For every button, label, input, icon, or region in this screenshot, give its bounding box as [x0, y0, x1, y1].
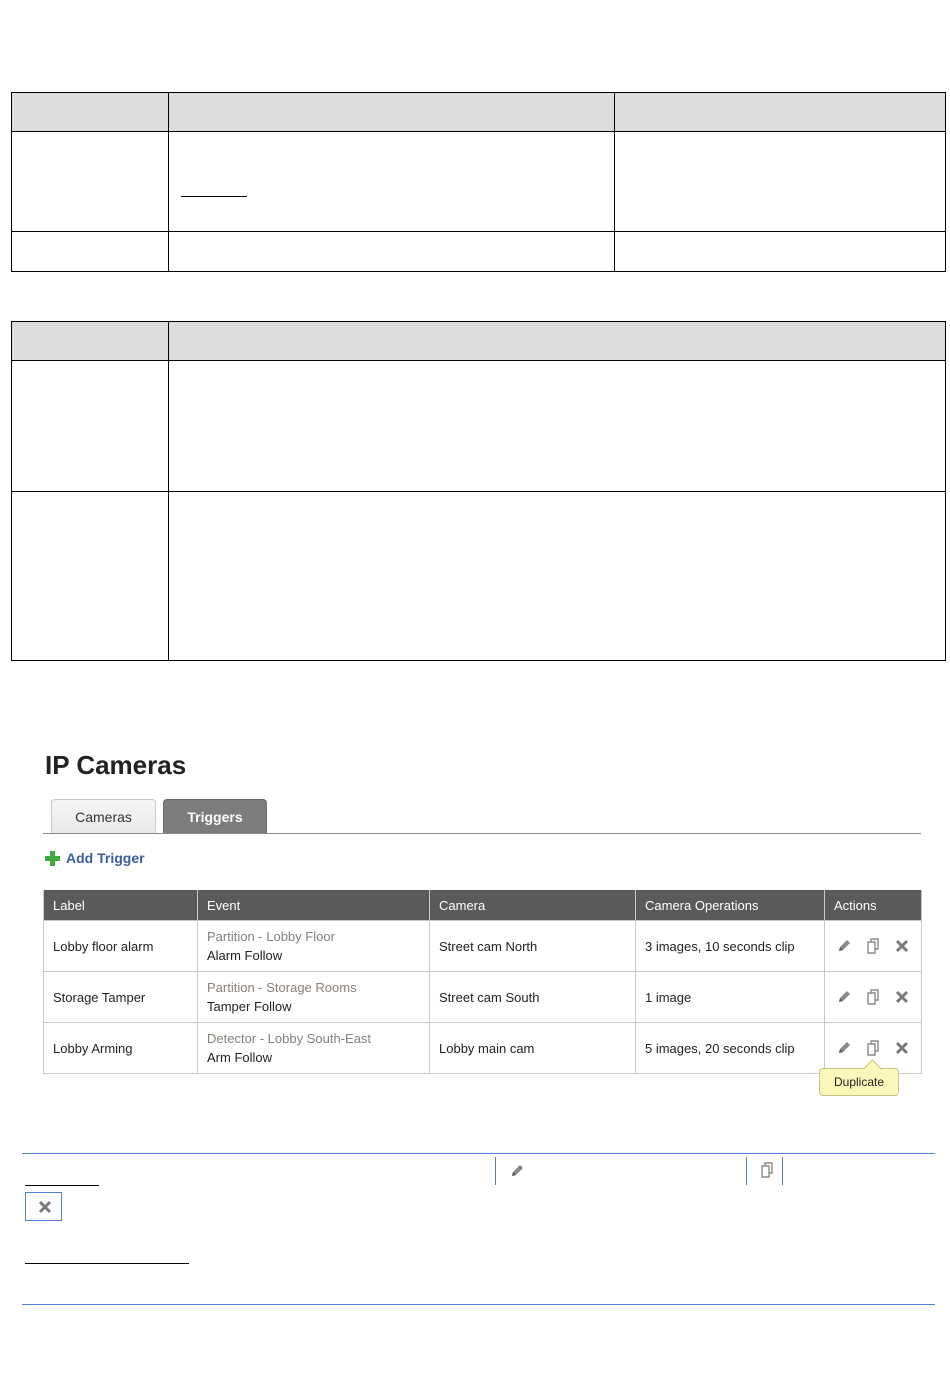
table-row	[44, 921, 922, 972]
col-header-event[interactable]: Event	[198, 890, 430, 921]
plus-icon	[45, 851, 60, 866]
cell-actions	[825, 921, 922, 972]
col-header-operations[interactable]: Camera Operations	[636, 890, 825, 921]
close-icon[interactable]	[894, 938, 910, 954]
pencil-icon	[509, 1163, 525, 1179]
event-source: Partition - Lobby Floor	[207, 929, 335, 944]
pencil-icon[interactable]	[836, 989, 852, 1005]
col-header-camera[interactable]: Camera	[430, 890, 636, 921]
cell-event	[198, 1023, 430, 1074]
edit-icon-sample	[495, 1157, 532, 1185]
close-icon[interactable]	[894, 1040, 910, 1056]
doc-link-underline[interactable]	[25, 1185, 99, 1186]
doc-table-1	[11, 92, 946, 272]
doc-link-underline[interactable]	[181, 196, 247, 197]
event-source: Detector - Lobby South-East	[207, 1031, 372, 1046]
cell-camera: Street cam South	[430, 972, 636, 1023]
page-title: IP Cameras	[45, 750, 187, 780]
pencil-icon[interactable]	[836, 1040, 852, 1056]
cell-operations: 3 images, 10 seconds clip	[636, 921, 825, 972]
add-trigger-label: Add Trigger	[66, 850, 145, 866]
cell-actions	[825, 972, 922, 1023]
col-header-label[interactable]: Label	[44, 890, 198, 921]
section-rule-top	[22, 1153, 935, 1154]
close-icon[interactable]	[894, 989, 910, 1005]
event-type: Arm Follow	[207, 1050, 273, 1065]
tab-triggers[interactable]: Triggers	[163, 799, 267, 833]
duplicate-icon[interactable]	[865, 989, 881, 1005]
duplicate-icon	[759, 1162, 775, 1178]
add-trigger-button[interactable]	[45, 850, 145, 866]
tab-cameras[interactable]: Cameras	[51, 799, 156, 833]
cell-label: Storage Tamper	[44, 972, 198, 1023]
table-row	[44, 972, 922, 1023]
table-row	[44, 1023, 922, 1074]
delete-icon-sample	[25, 1192, 62, 1221]
tab-divider	[43, 833, 921, 834]
cell-event	[198, 921, 430, 972]
pencil-icon[interactable]	[836, 938, 852, 954]
cell-label: Lobby floor alarm	[44, 921, 198, 972]
close-icon	[37, 1199, 53, 1215]
cell-camera: Lobby main cam	[430, 1023, 636, 1074]
col-header-actions: Actions	[825, 890, 922, 921]
duplicate-icon-sample	[746, 1157, 783, 1185]
event-type: Tamper Follow	[207, 999, 292, 1014]
duplicate-icon[interactable]	[865, 938, 881, 954]
triggers-table	[43, 890, 922, 1074]
duplicate-icon[interactable]	[865, 1040, 881, 1056]
cell-event	[198, 972, 430, 1023]
doc-link-underline[interactable]	[25, 1263, 189, 1264]
cell-label: Lobby Arming	[44, 1023, 198, 1074]
cell-operations: 5 images, 20 seconds clip	[636, 1023, 825, 1074]
event-type: Alarm Follow	[207, 948, 283, 963]
table-header-row	[44, 890, 922, 921]
section-rule-bottom	[22, 1304, 935, 1305]
cell-operations: 1 image	[636, 972, 825, 1023]
duplicate-tooltip: Duplicate	[819, 1068, 899, 1096]
event-source: Partition - Storage Rooms	[207, 980, 357, 995]
doc-table-2	[11, 321, 946, 661]
cell-camera: Street cam North	[430, 921, 636, 972]
